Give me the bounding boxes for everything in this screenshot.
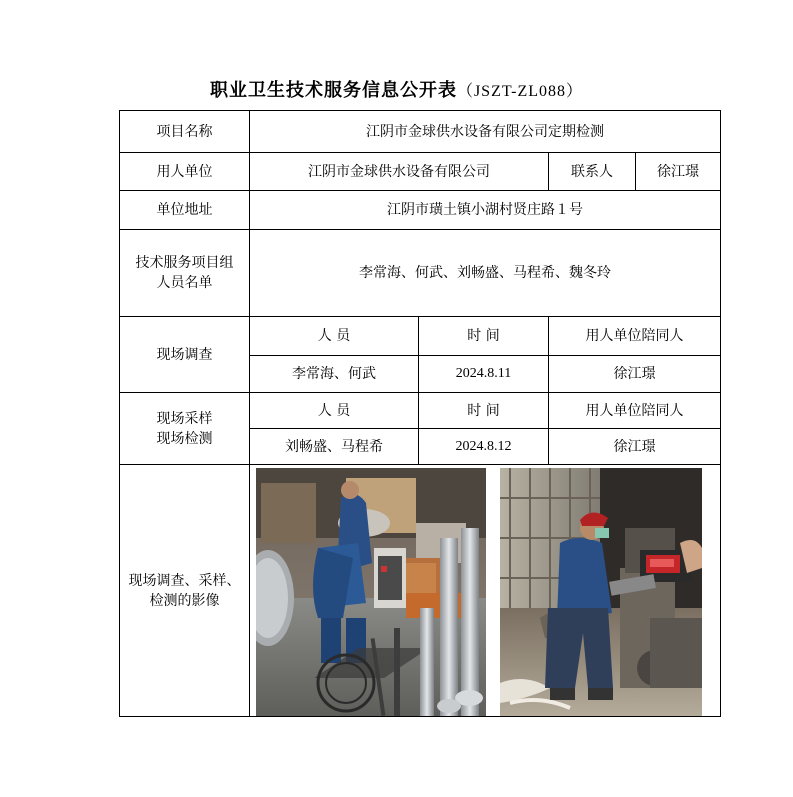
team-value: 李常海、何武、刘畅盛、马程希、魏冬玲 (250, 230, 721, 317)
sampling-people-header: 人 员 (250, 393, 419, 429)
survey-time-header: 时 间 (419, 317, 549, 356)
contact-value: 徐江璟 (636, 153, 721, 191)
sampling-label (120, 393, 250, 465)
title-main: 职业卫生技术服务信息公开表 (209, 80, 457, 101)
title-code: （JSZT-ZL088） (456, 83, 584, 100)
row-sampling-header (120, 393, 721, 429)
address-label: 单位地址 (120, 191, 250, 230)
employer-label: 用人单位 (120, 153, 250, 191)
images-label-line2: 检测的影像 (149, 592, 220, 609)
sampling-label-line2: 现场检测 (156, 430, 213, 447)
survey-escort: 徐江璟 (549, 356, 721, 393)
team-label-line1: 技术服务项目组 (135, 255, 234, 271)
survey-time: 2024.8.11 (419, 356, 549, 393)
images-label-line1: 现场调查、采样、 (128, 572, 241, 589)
sampling-escort: 徐江璟 (549, 429, 721, 465)
site-photo-sampling (500, 468, 702, 716)
team-label-line2: 人员名单 (156, 275, 213, 291)
survey-people-header: 人 员 (250, 317, 419, 356)
survey-people: 李常海、何武 (250, 356, 419, 393)
images-label (120, 465, 250, 717)
site-photo-survey (256, 468, 486, 716)
address-value: 江阴市璜土镇小湖村贤庄路１号 (250, 191, 721, 230)
sampling-people: 刘畅盛、马程希 (250, 429, 419, 465)
project-value: 江阴市金球供水设备有限公司定期检测 (250, 111, 721, 153)
project-label: 项目名称 (120, 111, 250, 153)
sampling-time-header: 时 间 (419, 393, 549, 429)
row-employer (120, 153, 721, 191)
row-survey-header (120, 317, 721, 356)
contact-label: 联系人 (549, 153, 636, 191)
survey-label: 现场调查 (120, 317, 250, 393)
row-address (120, 191, 721, 230)
sampling-escort-header: 用人单位陪同人 (549, 393, 721, 429)
row-team (120, 230, 721, 317)
page-title (0, 76, 793, 102)
sampling-label-line1: 现场采样 (156, 410, 213, 427)
team-label (120, 230, 250, 317)
employer-value: 江阴市金球供水设备有限公司 (250, 153, 549, 191)
survey-escort-header: 用人单位陪同人 (549, 317, 721, 356)
sampling-time: 2024.8.12 (419, 429, 549, 465)
row-project (120, 111, 721, 153)
